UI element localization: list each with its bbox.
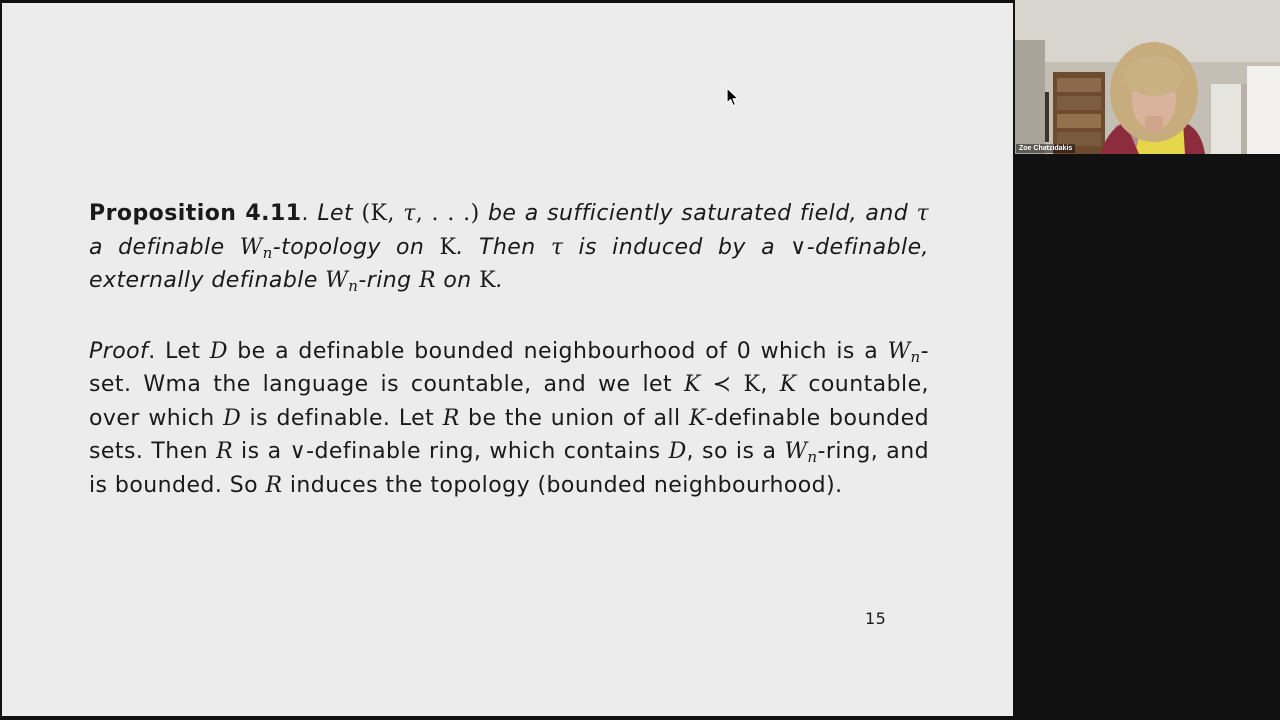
text-run: , xyxy=(760,372,780,397)
text-run: -definable bounded sets. Then xyxy=(89,405,929,464)
math-symbol: K xyxy=(689,405,706,431)
proposition-paragraph xyxy=(89,197,929,298)
math-subscript: n xyxy=(807,448,818,466)
page-number: 15 xyxy=(865,609,887,628)
math-symbol: K xyxy=(779,372,797,397)
math-symbol: R xyxy=(419,268,436,293)
text-run: is a ∨-definable ring, which contains xyxy=(232,439,669,464)
text-run: be a sufficiently saturated field, and xyxy=(479,201,917,226)
math-symbol: W xyxy=(887,338,911,364)
text-run: be a definable bounded neighbourhood of 0 which is a xyxy=(227,338,888,364)
math-symbol: , . . .) xyxy=(415,201,480,226)
participant-video-tile[interactable] xyxy=(1015,0,1280,154)
text-run: . xyxy=(495,268,504,293)
math-subscript: n xyxy=(262,243,273,262)
math-subscript: n xyxy=(348,277,359,295)
math-symbol: W xyxy=(784,439,808,464)
text-run: on xyxy=(435,268,480,293)
text-run: . Let xyxy=(148,338,210,364)
math-symbol: R xyxy=(442,405,460,431)
math-symbol: R xyxy=(265,472,283,498)
math-subscript: n xyxy=(910,347,921,366)
text-run: a definable xyxy=(89,234,240,260)
math-symbol: K xyxy=(479,268,496,293)
math-symbol: K xyxy=(370,201,388,226)
math-symbol: D xyxy=(223,405,242,431)
text-run: be the union of all xyxy=(459,405,690,431)
participant-video-feed xyxy=(1015,0,1280,154)
text-run: , so is a xyxy=(686,439,785,464)
proof-label: Proof xyxy=(89,338,149,364)
math-symbol: τ xyxy=(403,201,416,226)
math-symbol: K xyxy=(439,234,457,260)
math-symbol: R xyxy=(216,439,233,464)
math-symbol: W xyxy=(239,234,263,260)
math-symbol: , xyxy=(387,201,404,226)
math-symbol: τ xyxy=(550,234,564,260)
math-symbol: K xyxy=(683,372,701,397)
proposition-label: Proposition 4.11 xyxy=(89,201,302,226)
math-symbol: D xyxy=(668,439,687,464)
math-symbol: K xyxy=(743,372,761,397)
math-symbol: τ xyxy=(916,201,930,226)
text-run: is induced by a ∨-definable, externally definable xyxy=(89,234,930,293)
participant-name-label: Zoe Chatzidakis xyxy=(1016,144,1075,153)
shared-slide xyxy=(2,3,1013,716)
text-run: is definable. Let xyxy=(241,405,443,431)
text-run: . xyxy=(301,201,318,226)
math-symbol: ( xyxy=(361,201,371,226)
math-symbol: ≺ xyxy=(700,372,744,397)
text-run: -topology on xyxy=(272,234,440,260)
text-run: -set. Wma the language is countable, and we let xyxy=(89,338,930,397)
text-run: -ring xyxy=(358,268,420,293)
text-run: -ring, and is bounded. So xyxy=(89,439,929,498)
slide-body xyxy=(89,197,929,502)
text-run: . Then xyxy=(456,234,551,260)
side-panel xyxy=(1015,154,1280,720)
mouse-pointer-icon xyxy=(726,87,740,107)
text-run: induces the topology (bounded neighbourhood). xyxy=(282,472,843,498)
text-run: countable, over which xyxy=(89,372,929,431)
text-run: Let xyxy=(317,201,362,226)
proof-paragraph xyxy=(89,335,929,503)
math-symbol: D xyxy=(209,338,228,364)
math-symbol: W xyxy=(325,268,349,293)
